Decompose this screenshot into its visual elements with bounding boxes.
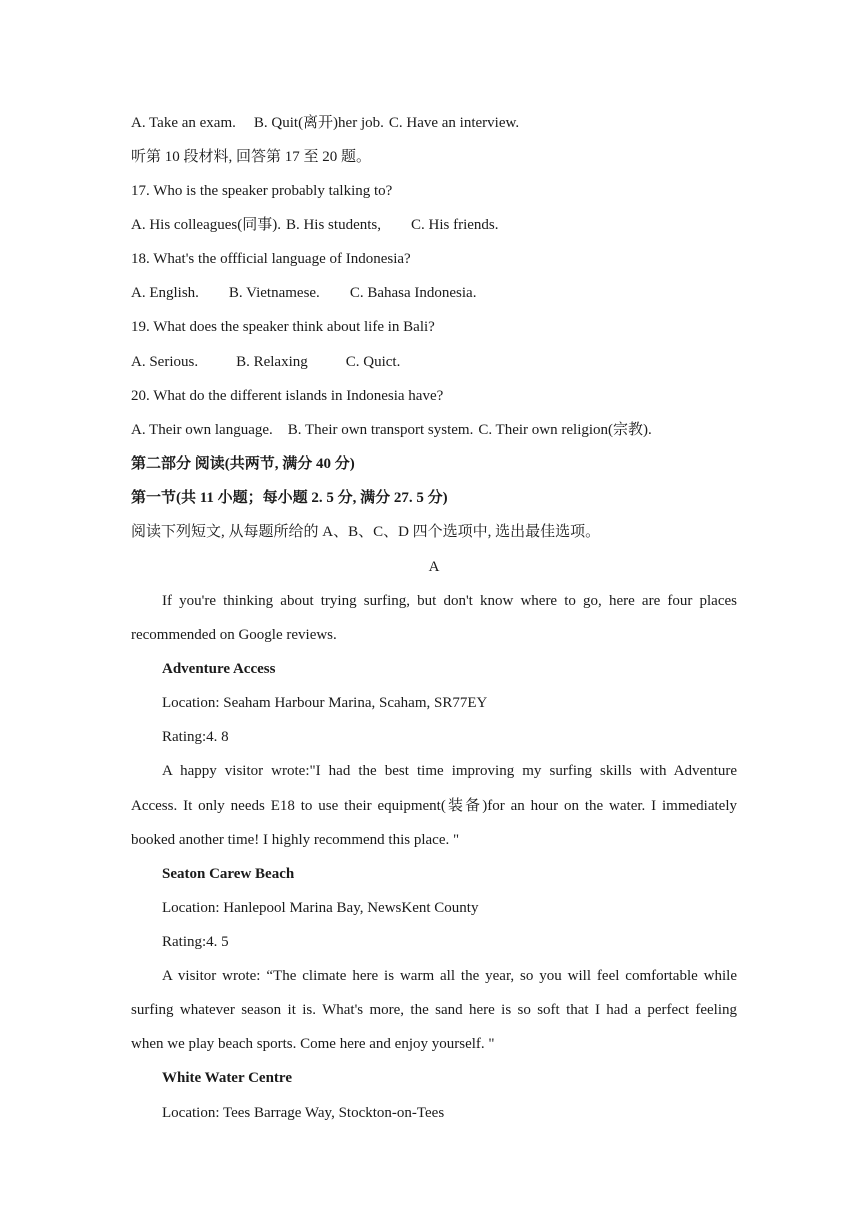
q16-options (131, 113, 737, 133)
q19-option-c: C. Quict. (345, 354, 401, 370)
q18-option-c: C. Bahasa Indonesia. (349, 285, 477, 301)
review-adventure-line-3: booked another time! I highly recommend this place. " (131, 832, 460, 848)
section-instruction: 听第 10 段材料, 回答第 17 至 20 题。 (131, 149, 372, 165)
place-title-seaton-carew: Seaton Carew Beach (162, 866, 295, 882)
rating-seaton-carew: Rating:4. 5 (162, 934, 229, 950)
place-title-adventure-access: Adventure Access (162, 661, 276, 677)
q20-option-c: C. Their own religion(宗教). (478, 422, 652, 438)
q20-option-b: B. Their own transport system. (287, 422, 474, 438)
review-adventure-line-2: Access. It only needs E18 to use their equipment(装备)for an hour on the water. I immediately (131, 798, 737, 814)
q17-option-b: B. His students, (285, 217, 381, 233)
q18-option-b: B. Vietnamese. (228, 285, 320, 301)
question-17: 17. Who is the speaker probably talking to? (131, 183, 393, 199)
q19-option-b: B. Relaxing (236, 354, 308, 370)
passage-label: A (428, 559, 440, 575)
passage-intro-line-1: If you're thinking about trying surfing, but don't know where to go, here are four places (162, 593, 737, 609)
section-one-heading: 第一节(共 11 小题；每小题 2. 5 分, 满分 27. 5 分) (131, 490, 448, 506)
question-20: 20. What do the different islands in Indonesia have? (131, 388, 444, 404)
reading-instruction: 阅读下列短文, 从每题所给的 A、B、C、D 四个选项中, 选出最佳选项。 (131, 524, 601, 540)
rating-adventure-access: Rating:4. 8 (162, 729, 229, 745)
review-adventure-line-1: A happy visitor wrote:"I had the best time improving my surfing skills with Adventure (162, 763, 737, 779)
location-white-water: Location: Tees Barrage Way, Stockton-on-Tees (162, 1105, 445, 1121)
q16-option-c: C. Have an interview. (388, 115, 520, 131)
q18-option-a: A. English. (131, 285, 199, 301)
q18-options (131, 283, 737, 303)
location-seaton-carew: Location: Hanlepool Marina Bay, NewsKent County (162, 900, 479, 916)
q17-option-a: A. His colleagues(同事). (131, 217, 281, 233)
q20-options (131, 420, 737, 440)
q16-option-a: A. Take an exam. (131, 115, 236, 131)
q19-option-a: A. Serious. (131, 354, 199, 370)
review-seaton-line-2: surfing whatever season it is. What's more, the sand here is so soft that I had a perfect feeling (131, 1002, 737, 1018)
question-18: 18. What's the offficial language of Indonesia? (131, 251, 411, 267)
q20-option-a: A. Their own language. (131, 422, 273, 438)
q16-option-b: B. Quit(离开)her job. (253, 115, 384, 131)
passage-intro-line-2: recommended on Google reviews. (131, 627, 337, 643)
place-title-white-water: White Water Centre (162, 1070, 292, 1086)
q19-options (131, 352, 737, 372)
review-seaton-line-1: A visitor wrote: “The climate here is warm all the year, so you will feel comfortable while (162, 968, 737, 984)
review-seaton-line-3: when we play beach sports. Come here and enjoy yourself. " (131, 1036, 495, 1052)
question-19: 19. What does the speaker think about life in Bali? (131, 319, 435, 335)
part-two-heading: 第二部分 阅读(共两节, 满分 40 分) (131, 456, 355, 472)
q17-options (131, 215, 737, 235)
q17-option-c: C. His friends. (410, 217, 499, 233)
location-adventure-access: Location: Seaham Harbour Marina, Scaham, SR77EY (162, 695, 488, 711)
